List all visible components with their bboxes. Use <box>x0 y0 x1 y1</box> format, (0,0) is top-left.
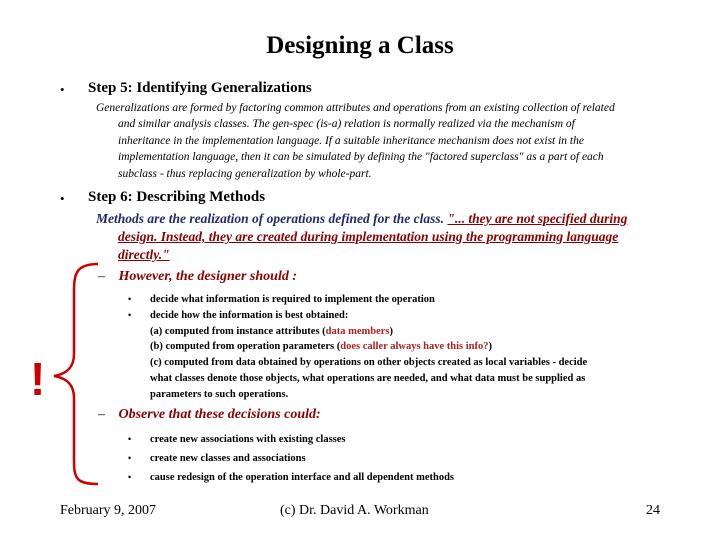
bullet-icon: • <box>128 472 132 482</box>
step5-heading: Step 5: Identifying Generalizations <box>88 80 312 96</box>
footer-author: (c) Dr. David A. Workman <box>280 503 429 518</box>
exclamation-icon: ! <box>30 353 46 405</box>
list-item: • decide how the information is best obtained: <box>128 308 698 324</box>
observe-list <box>128 430 698 487</box>
curly-brace-icon <box>44 262 104 487</box>
methods-paragraph <box>96 210 696 264</box>
step5-line: inheritance in the implementation language. If a suitable inheritance mechanism does not exist in the <box>118 134 584 147</box>
option-b: (b) computed from operation parameters (does caller always have this info?) <box>150 341 493 353</box>
option-c: (c) computed from data obtained by operations on other objects created as local variables - decide <box>150 357 588 369</box>
quote-text: design. Instead, they are created during implementation using the programming language <box>118 229 619 244</box>
page-number: 24 <box>646 503 660 518</box>
dash-icon: – <box>98 269 105 284</box>
data-members-text: data members <box>325 325 390 337</box>
caller-info-text: does caller always have this info? <box>340 341 489 353</box>
bullet-icon: • <box>60 191 65 206</box>
step5-line: Generalizations are formed by factoring common attributes and operations from an existing collection of related <box>96 102 615 114</box>
bullet-icon: • <box>128 309 132 320</box>
methods-text: Methods are the realization of operations defined for the class. <box>96 211 448 226</box>
designer-row <box>98 269 297 285</box>
dash-icon: – <box>98 407 105 422</box>
page-title: Designing a Class <box>266 32 454 59</box>
step6-heading: Step 6: Describing Methods <box>88 189 266 205</box>
list-item: • decide what information is required to implement the operation <box>128 292 698 308</box>
option-c: what classes denote those objects, what operations are needed, and what data must be supplied as <box>150 372 586 384</box>
list-item: • create new associations with existing classes <box>128 430 698 449</box>
bullet-icon: • <box>128 453 132 463</box>
bullet-icon: • <box>128 434 132 444</box>
quote-text: directly." <box>118 247 170 262</box>
list-item: • cause redesign of the operation interface and all dependent methods <box>128 468 698 487</box>
list-item: • create new classes and associations <box>128 449 698 468</box>
designer-heading: However, the designer should : <box>118 269 298 284</box>
step5-line: and similar analysis classes. The gen-spec (is-a) relation is normally realized via the mechanism of <box>118 118 575 131</box>
option-a: (a) computed from instance attributes (data members) <box>150 325 394 337</box>
observe-row <box>98 407 321 423</box>
quote-text: "... they are not specified during <box>447 211 628 226</box>
observe-heading: Observe that these decisions could: <box>118 407 321 422</box>
bullet-icon: • <box>60 82 65 97</box>
footer-date: February 9, 2007 <box>60 503 157 518</box>
step5-line: implementation language, then it can be simulated by defining the "factored superclass" as a part of each <box>118 151 604 164</box>
step5-paragraph <box>96 100 696 182</box>
designer-list <box>128 292 698 403</box>
step5-line: subclass - thus replacing generalization by whole-part. <box>118 167 372 180</box>
bullet-icon: • <box>128 294 132 304</box>
option-c: parameters to such operations. <box>150 388 289 400</box>
